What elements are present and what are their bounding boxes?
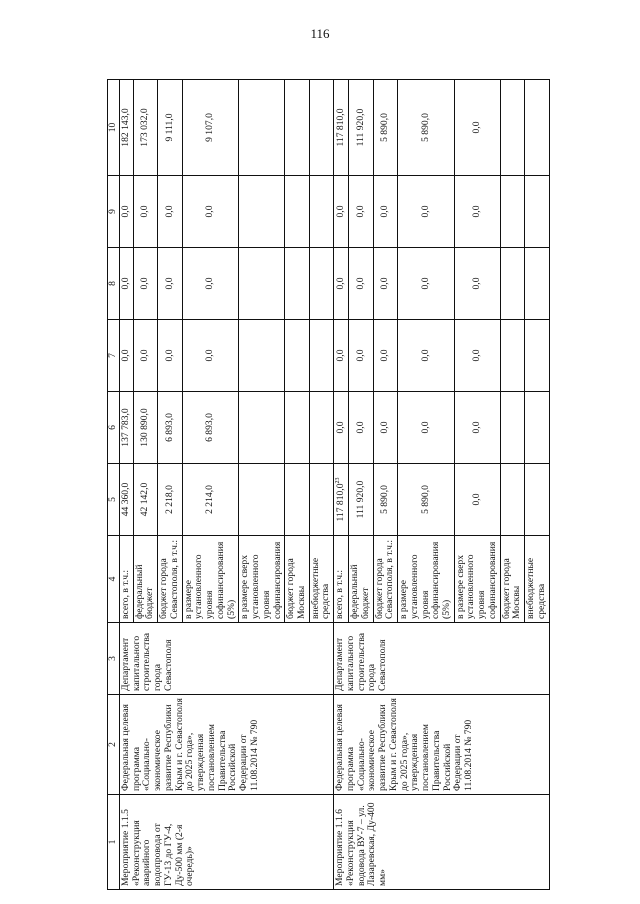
amount-cell-c8 [500,248,524,320]
amount-cell-c7 [334,320,349,392]
amount-value: 0,0 [419,205,431,218]
amount-cell-c6 [285,392,309,464]
amount-cell-c8 [373,248,397,320]
funding-source-cell: бюджет города Москвы [500,536,524,623]
header-cell: 5 [108,464,120,536]
header-cell: 2 [108,695,120,795]
amount-cell-c7 [285,320,309,392]
amount-cell-c8 [239,248,285,320]
amount-cell-c5 [373,464,397,536]
amount-value: 0,0 [139,349,151,362]
amount-cell-c10 [285,80,309,176]
amount-cell-c7 [120,320,134,392]
amount-cell-c5 [182,464,239,536]
amount-cell-c6 [454,392,500,464]
amount-cell-c10 [182,80,239,176]
amount-cell-c10 [500,80,524,176]
measure-cell: Мероприятие 1.1.6 «Реконструкция водовода ВУ-7 – ул. Лазаревская, Ду-400 мм» [334,795,549,890]
amount-value: 0,0 [470,205,482,218]
amount-value: 9 111,0 [163,113,175,142]
amount-cell-c9 [182,176,239,248]
amount-cell-c5 [500,464,524,536]
amount-value: 6 893,0 [204,413,216,442]
amount-cell-c9 [120,176,134,248]
amount-cell-c10 [239,80,285,176]
amount-cell-c5 [349,464,373,536]
amount-value: 0,0 [204,205,216,218]
amount-cell-c9 [309,176,333,248]
amount-value: 0,0 [354,277,366,290]
amount-cell-c9 [285,176,309,248]
header-cell: 8 [108,248,120,320]
amount-cell-c8 [525,248,549,320]
amount-value: 0,0 [334,205,346,218]
amount-cell-c7 [309,320,333,392]
amount-value: 117 810,0 [335,483,347,522]
amount-cell-c7 [133,320,157,392]
amount-cell-c9 [133,176,157,248]
amount-value: 0,0 [334,277,346,290]
amount-value: 0,0 [120,205,131,218]
amount-cell-c6 [500,392,524,464]
funding-source-cell: всего, в т.ч.: [120,536,134,623]
amount-value: 44 360,0 [120,482,131,517]
amount-cell-c10 [334,80,349,176]
amount-value: 0,0 [139,277,151,290]
amount-value: 0,0 [334,349,346,362]
amount-cell-c10 [525,80,549,176]
amount-cell-c8 [349,248,373,320]
amount-cell-c7 [182,320,239,392]
amount-value: 0,0 [163,277,175,290]
funding-source-cell: внебюджетные средства [309,536,333,623]
funding-source-cell: федеральный бюджет [133,536,157,623]
amount-cell-c5 [454,464,500,536]
amount-value: 0,0 [120,277,131,290]
amount-value: 2 218,0 [163,485,175,514]
amount-value: 0,0 [470,121,482,134]
header-cell: 9 [108,176,120,248]
amount-cell-c5 [334,464,349,536]
amount-cell-c6 [309,392,333,464]
header-cell: 4 [108,536,120,623]
funding-source-cell: бюджет города Севастополя, в т.ч.: [373,536,397,623]
amount-cell-c8 [454,248,500,320]
header-row [108,80,120,890]
amount-value: 0,0 [139,205,151,218]
amount-cell-c9 [398,176,455,248]
amount-value: 9 107,0 [204,113,216,142]
amount-value: 111 920,0 [354,108,366,147]
funding-source-cell: бюджет города Москвы [285,536,309,623]
amount-value: 0,0 [204,349,216,362]
amount-cell-c6 [182,392,239,464]
amount-cell-c5 [398,464,455,536]
header-cell: 7 [108,320,120,392]
budget-table [107,79,550,890]
amount-cell-c9 [158,176,182,248]
amount-value: 0,0 [120,349,131,362]
amount-cell-c6 [525,392,549,464]
amount-cell-c8 [285,248,309,320]
amount-value: 0,0 [163,205,175,218]
measure-cell: Мероприятие 1.1.5 «Реконструкция аварийного водопровода от ГУ-13 до ГУ-4, Ду-500 мм (2-я очередь)» [120,795,334,890]
amount-value: 5 890,0 [378,485,390,514]
amount-cell-c9 [500,176,524,248]
amount-cell-c5 [525,464,549,536]
amount-cell-c10 [349,80,373,176]
amount-cell-c9 [349,176,373,248]
footnote-mark: 23 [335,477,342,484]
amount-cell-c7 [500,320,524,392]
amount-value: 0,0 [378,421,390,434]
amount-cell-c9 [454,176,500,248]
amount-value: 0,0 [354,421,366,434]
funding-source-cell: всего, в т.ч.: [334,536,349,623]
amount-value: 0,0 [419,277,431,290]
amount-value: 5 890,0 [419,113,431,142]
amount-cell-c6 [373,392,397,464]
header-cell: 1 [108,795,120,890]
amount-cell-c8 [133,248,157,320]
amount-value: 117 810,0 [334,108,346,147]
amount-cell-c6 [239,392,285,464]
funding-source-cell: внебюджетные средства [525,536,549,623]
amount-cell-c5 [133,464,157,536]
amount-value: 2 214,0 [204,485,216,514]
header-cell: 6 [108,392,120,464]
amount-cell-c10 [158,80,182,176]
rotated-table-container [107,80,547,890]
amount-cell-c8 [158,248,182,320]
amount-cell-c6 [334,392,349,464]
amount-cell-c7 [398,320,455,392]
amount-value: 0,0 [378,205,390,218]
page-number: 116 [310,26,330,41]
amount-cell-c7 [158,320,182,392]
amount-value: 130 890,0 [139,408,151,447]
amount-value: 0,0 [419,349,431,362]
amount-cell-c6 [158,392,182,464]
amount-cell-c6 [398,392,455,464]
amount-value: 0,0 [378,277,390,290]
amount-cell-c9 [373,176,397,248]
header-cell: 10 [108,80,120,176]
executor-cell: Департамент капитального строительства города Севастополя [334,623,549,695]
funding-source-cell: в размере установленного уровня софинансирования (5%) [182,536,239,623]
funding-source-cell: бюджет города Севастополя, в т.ч.: [158,536,182,623]
amount-cell-c8 [398,248,455,320]
amount-value: 111 920,0 [354,480,366,519]
program-cell: Федеральная целевая программа «Социально-экономическое развитие Республики Крым и г. Севастополя до 2025 года», утвержденная постановлением Правительства Российской Федерации от 11.08.2014 № 790 [334,695,549,795]
amount-value: 6 893,0 [163,413,175,442]
amount-cell-c9 [239,176,285,248]
amount-value: 5 890,0 [419,485,431,514]
amount-value: 0,0 [470,493,482,506]
amount-value: 0,0 [419,421,431,434]
amount-cell-c7 [454,320,500,392]
amount-cell-c9 [525,176,549,248]
amount-value: 0,0 [204,277,216,290]
amount-value: 42 142,0 [139,482,151,517]
amount-value: 5 890,0 [378,113,390,142]
funding-source-cell: федеральный бюджет [349,536,373,623]
amount-cell-c10 [454,80,500,176]
amount-cell-c5 [120,464,134,536]
amount-cell-c5 [309,464,333,536]
amount-cell-c8 [309,248,333,320]
funding-source-cell: в размере сверх установленного уровня софинансирования [454,536,500,623]
amount-cell-c10 [373,80,397,176]
executor-cell: Департамент капитального строительства города Севастополя [120,623,334,695]
amount-cell-c10 [120,80,134,176]
amount-cell-c10 [133,80,157,176]
amount-cell-c10 [309,80,333,176]
table-row [334,80,349,890]
amount-value: 0,0 [470,277,482,290]
amount-cell-c10 [398,80,455,176]
table-row [120,80,134,890]
amount-cell-c5 [285,464,309,536]
amount-cell-c5 [239,464,285,536]
amount-cell-c7 [239,320,285,392]
amount-cell-c8 [120,248,134,320]
amount-value: 0,0 [334,421,346,434]
amount-value: 0,0 [378,349,390,362]
amount-value: 0,0 [354,205,366,218]
amount-value: 0,0 [163,349,175,362]
amount-cell-c5 [158,464,182,536]
amount-value: 0,0 [470,349,482,362]
amount-cell-c7 [525,320,549,392]
amount-value: 173 032,0 [139,108,151,147]
amount-cell-c8 [182,248,239,320]
amount-value: 0,0 [470,421,482,434]
amount-value: 0,0 [354,349,366,362]
amount-value: 182 143,0 [120,108,131,147]
funding-source-cell: в размере сверх установленного уровня софинансирования [239,536,285,623]
amount-cell-c6 [349,392,373,464]
header-cell: 3 [108,623,120,695]
program-cell: Федеральная целевая программа «Социально-экономическое развитие Республики Крым и г. Севастополя до 2025 года», утвержденная постановлением Правительства Российской Федерации от 11.08.2014 № 790 [120,695,334,795]
amount-cell-c6 [120,392,134,464]
amount-cell-c6 [133,392,157,464]
amount-cell-c7 [373,320,397,392]
amount-value: 137 783,0 [120,408,131,447]
amount-cell-c7 [349,320,373,392]
funding-source-cell: в размере установленного уровня софинансирования (5%) [398,536,455,623]
amount-cell-c8 [334,248,349,320]
amount-cell-c9 [334,176,349,248]
